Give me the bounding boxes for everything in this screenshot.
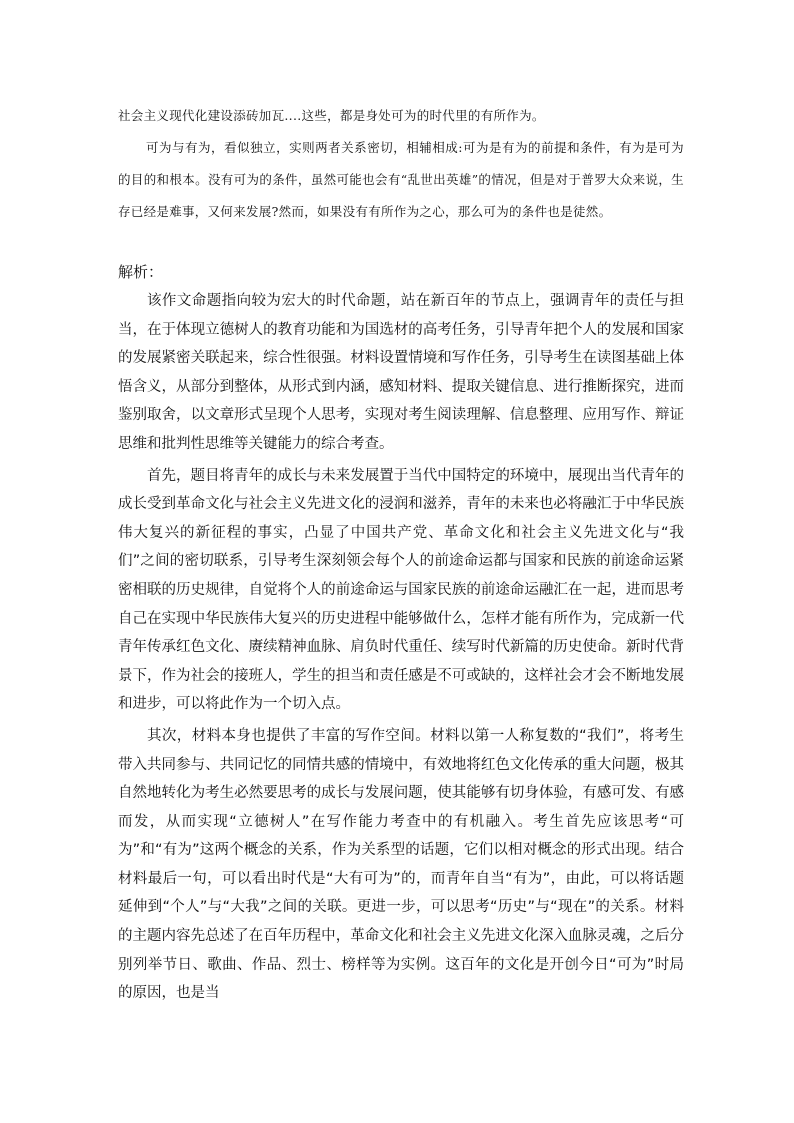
analysis-paragraph-3: 其次，材料本身也提供了丰富的写作空间。材料以第一人称复数的“我们”，将考生带入共同参与、共同记忆的同情共感的情境中，有效地将红色文化传承的重大问题，极其自然地转化为考生必然要思考的成长与发展问题，使其能够有切身体验，有感可发、有感而发，从而实现“立德树人”在写作能力考查中的有机融入。考生首先应该思考“可为”和“有为”这两个概念的关系，作为关系型的话题，它们以相对概念的形式出现。结合材料最后一句，可以看出时代是“大有可为”的，而青年自当“有为”，由此，可以将话题延伸到“个人”与“大我”之间的关联。更进一步，可以思考“历史”与“现在”的关系。材料的主题内容先总述了在百年历程中，革命文化和社会主义先进文化深入血脉灵魂，之后分别列举节日、歌曲、作品、烈士、榜样等为实例。这百年的文化是开创今日“可为”时局的原因，也是当 <box>118 727 684 1002</box>
essay-line-closing: 社会主义现代化建设添砖加瓦....这些，都是身处可为的时代里的有所作为。 <box>118 108 545 123</box>
analysis-body <box>118 287 684 1011</box>
analysis-paragraph-1: 该作文命题指向较为宏大的时代命题，站在新百年的节点上，强调青年的责任与担当，在于体现立德树人的教育功能和为国选材的高考任务，引导青年把个人的发展和国家的发展紧密关联起来，综合性很强。材料设置情境和写作任务，引导考生在读图基础上体悟含义，从部分到整体，从形式到内涵，感知材料、提取关键信息、进行推断探究，进而鉴别取舍，以文章形式呈现个人思考，实现对考生阅读理解、信息整理、应用写作、辩证思维和批判性思维等关键能力的综合考查。 <box>118 293 684 452</box>
analysis-label: 解析： <box>118 263 164 281</box>
analysis-paragraph-2: 首先，题目将青年的成长与未来发展置于当代中国特定的环境中，展现出当代青年的成长受到革命文化与社会主义先进文化的浸润和滋养，青年的未来也必将融汇于中华民族伟大复兴的新征程的事实，凸显了中国共产党、革命文化和社会主义先进文化与“我们”之间的密切联系，引导考生深刻领会每个人的前途命运都与国家和民族的前途命运紧密相联的历史规律，自觉将个人的前途命运与国家民族的前途命运融汇在一起，进而思考自己在实现中华民族伟大复兴的历史进程中能够做什么，怎样才能有所作为，完成新一代青年传承红色文化、赓续精神血脉、肩负时代重任、续写时代新篇的历史使命。新时代背景下，作为社会的接班人，学生的担当和责任感是不可或缺的，这样社会才会不断地发展和进步，可以将此作为一个切入点。 <box>118 467 684 713</box>
essay-paragraph: 可为与有为，看似独立，实则两者关系密切，相辅相成:可为是有为的前提和条件，有为是可为的目的和根本。没有可为的条件，虽然可能也会有“乱世出英雄”的情况，但是对于普罗大众来说，生存已经是难事，又何来发展?然而，如果没有有所作为之心，那么可为的条件也是徒然。 <box>118 140 684 219</box>
essay-excerpt <box>118 100 684 228</box>
